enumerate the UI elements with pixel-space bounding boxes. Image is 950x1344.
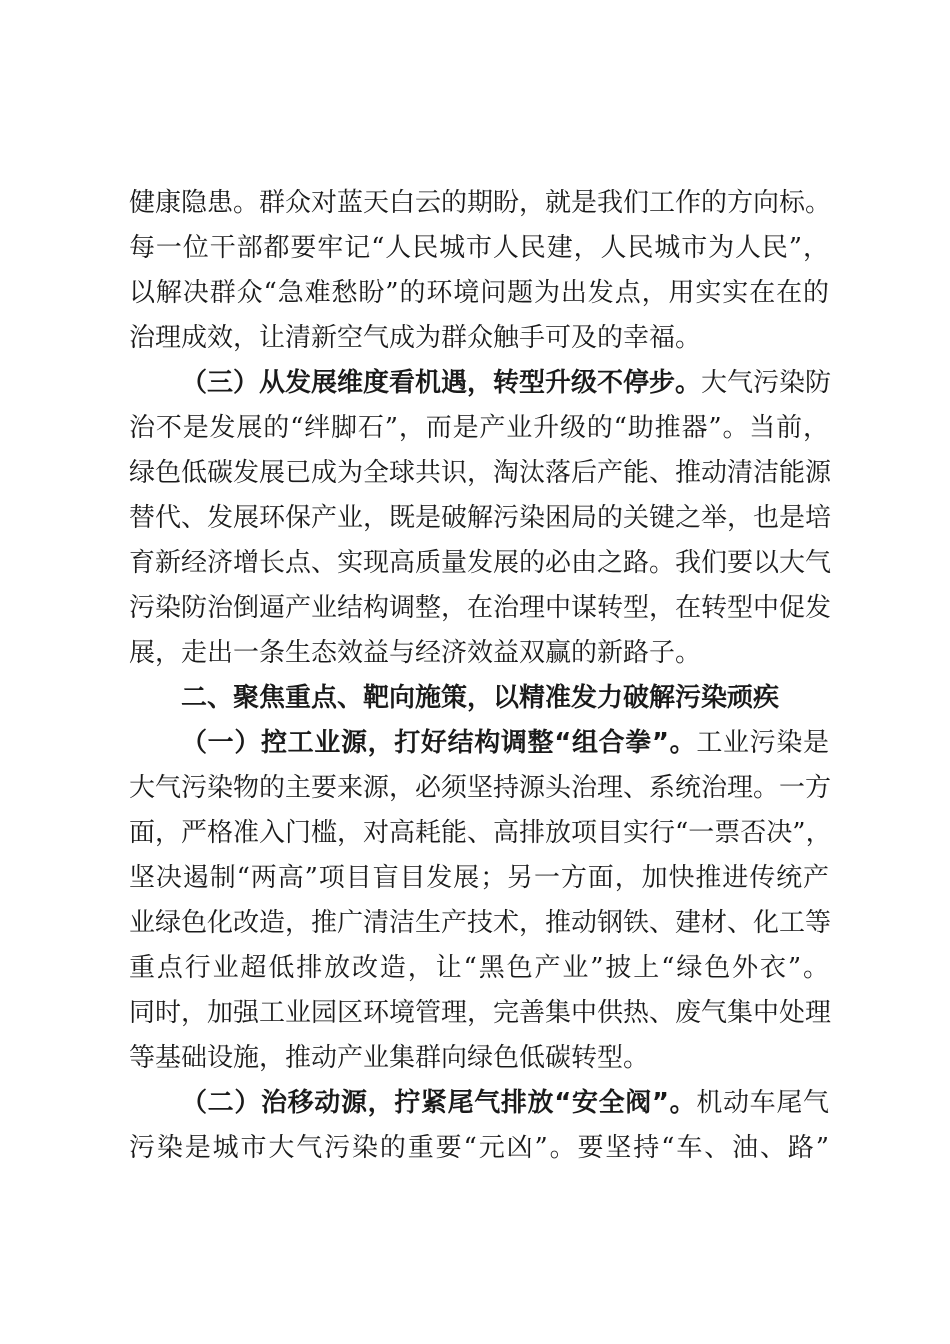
text-line: 每一位干部都要牢记“人民城市人民建，人民城市为人民”， xyxy=(129,233,829,263)
text-line: 治不是发展的“绊脚石”，而是产业升级的“助推器”。当前， xyxy=(129,413,829,443)
paragraph-first-line xyxy=(129,723,829,768)
text-line: 等基础设施，推动产业集群向绿色低碳转型。 xyxy=(129,1043,650,1073)
text-line: 重点行业超低排放改造，让“黑色产业”披上“绿色外衣”。 xyxy=(129,953,829,983)
section-heading: 二、聚焦重点、靶向施策，以精准发力破解污染顽疾 xyxy=(181,683,780,713)
text-line: 展，走出一条生态效益与经济效益双赢的新路子。 xyxy=(129,638,702,668)
subsection-heading: （二）治移动源，拧紧尾气排放“安全阀”。 xyxy=(181,1088,697,1118)
text-line: 污染是城市大气污染的重要“元凶”。要坚持“车、油、路” xyxy=(129,1133,829,1163)
text-run: 机动车尾气 xyxy=(696,1088,829,1118)
text-run: 大气污染防 xyxy=(701,368,832,398)
text-line: 业绿色化改造，推广清洁生产技术，推动钢铁、建材、化工等 xyxy=(129,908,832,938)
text-line: 治理成效，让清新空气成为群众触手可及的幸福。 xyxy=(129,323,702,353)
paragraph-first-line xyxy=(129,363,832,408)
text-line: 以解决群众“急难愁盼”的环境问题为出发点，用实实在在的 xyxy=(129,278,829,308)
text-line: 替代、发展环保产业，既是破解污染困局的关键之举，也是培 xyxy=(129,503,832,533)
text-line: 育新经济增长点、实现高质量发展的必由之路。我们要以大气 xyxy=(129,548,832,578)
text-line: 同时，加强工业园区环境管理，完善集中供热、废气集中处理 xyxy=(129,998,832,1028)
text-line: 健康隐患。群众对蓝天白云的期盼，就是我们工作的方向标。 xyxy=(129,188,832,218)
text-run: 工业污染是 xyxy=(696,728,829,758)
text-line: 污染防治倒逼产业结构调整，在治理中谋转型，在转型中促发 xyxy=(129,593,832,623)
paragraph-first-line xyxy=(129,1083,829,1128)
text-line: 大气污染物的主要来源，必须坚持源头治理、系统治理。一方 xyxy=(129,773,832,803)
text-line: 坚决遏制“两高”项目盲目发展；另一方面，加快推进传统产 xyxy=(129,863,829,893)
document-body xyxy=(129,183,832,1173)
text-line: 绿色低碳发展已成为全球共识，淘汰落后产能、推动清洁能源 xyxy=(129,458,832,488)
text-line: 面，严格准入门槛，对高耗能、高排放项目实行“一票否决”， xyxy=(129,818,832,848)
subsection-heading: （一）控工业源，打好结构调整“组合拳”。 xyxy=(181,728,697,758)
subsection-heading: （三）从发展维度看机遇，转型升级不停步。 xyxy=(181,368,702,398)
